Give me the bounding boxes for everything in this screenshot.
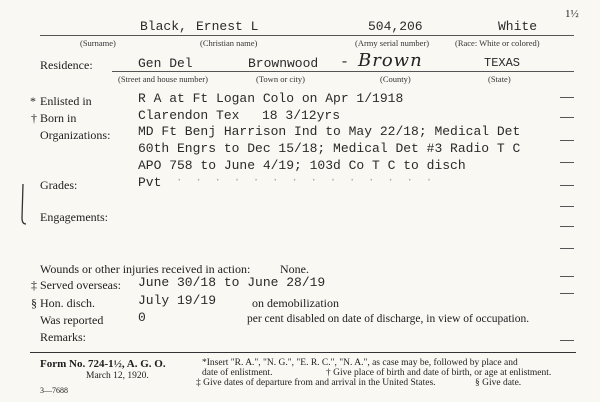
enlisted-label: Enlisted in bbox=[40, 94, 92, 108]
organization-line-2: 60th Engrs to Dec 15/18; Medical Det #3 Radio T C bbox=[138, 141, 521, 156]
tick-10 bbox=[560, 293, 574, 294]
serial-number-value: 504,206 bbox=[368, 19, 423, 34]
wounds-value: None. bbox=[280, 262, 309, 276]
born-label: Born in bbox=[40, 111, 77, 125]
was-reported-label: Was reported bbox=[40, 313, 104, 327]
was-reported-value: 0 bbox=[138, 310, 146, 325]
tick-8 bbox=[560, 248, 574, 249]
footer-rule bbox=[30, 352, 576, 353]
county-caption: (County) bbox=[380, 74, 411, 84]
state-value: TEXAS bbox=[484, 56, 521, 70]
residence-rule bbox=[112, 71, 574, 72]
grades-value: Pvt bbox=[138, 175, 162, 190]
born-mark: † bbox=[31, 111, 37, 125]
tick-1 bbox=[560, 97, 574, 98]
hon-disch-label: Hon. disch. bbox=[40, 296, 95, 310]
street-value: Gen Del bbox=[138, 56, 193, 71]
wounds-label: Wounds or other injuries received in action: bbox=[40, 262, 251, 276]
tick-5 bbox=[560, 185, 574, 186]
tick-6 bbox=[560, 206, 574, 207]
tick-3 bbox=[560, 140, 574, 141]
grades-label: Grades: bbox=[40, 178, 78, 192]
footnote-1-cont: date of enlistment. bbox=[202, 368, 273, 378]
enlisted-value: R A at Ft Logan Colo on Apr 1/1918 bbox=[138, 91, 404, 106]
organization-line-3: APO 758 to June 4/19; 103d Co T C to disch bbox=[138, 158, 466, 173]
surname-caption: (Surname) bbox=[80, 38, 116, 48]
town-caption: (Town or city) bbox=[256, 74, 305, 84]
tick-9 bbox=[560, 276, 574, 277]
race-value: White bbox=[498, 19, 538, 34]
tick-4 bbox=[560, 162, 574, 163]
christian-name-caption: (Christian name) bbox=[200, 38, 258, 48]
tick-2 bbox=[560, 117, 574, 118]
tick-7 bbox=[560, 226, 574, 227]
engagements-label: Engagements: bbox=[40, 210, 108, 224]
form-date: March 12, 1920. bbox=[86, 371, 149, 381]
tick-11 bbox=[560, 340, 574, 341]
street-caption: (Street and house number) bbox=[118, 74, 208, 84]
margin-ink-mark bbox=[14, 182, 32, 228]
name-rule bbox=[40, 35, 574, 36]
town-value: Brownwood bbox=[248, 56, 319, 71]
remarks-label: Remarks: bbox=[40, 330, 86, 344]
race-caption: (Race: White or colored) bbox=[455, 38, 540, 48]
enlisted-mark: * bbox=[30, 94, 36, 108]
hon-disch-note: on demobilization bbox=[252, 296, 339, 310]
organization-line-1: MD Ft Benj Harrison Ind to May 22/18; Medical Det bbox=[138, 124, 521, 139]
footnote-1: *Insert "R. A.", "N. G.", "E. R. C.", "N. A.", as case may be, followed by place and bbox=[202, 358, 518, 368]
residence-label: Residence: bbox=[40, 58, 93, 72]
organizations-label: Organizations: bbox=[40, 128, 111, 142]
born-age-value: 18 3/12yrs bbox=[262, 108, 341, 123]
served-overseas-value: June 30/18 to June 28/19 bbox=[138, 275, 326, 290]
form-code: 3—7688 bbox=[40, 386, 68, 395]
hon-disch-value: July 19/19 bbox=[138, 293, 217, 308]
county-handwritten: Brown bbox=[358, 50, 423, 71]
footnote-3: ‡ Give dates of departure from and arrival in the United States. bbox=[196, 378, 436, 388]
christian-name-value: Ernest L bbox=[196, 19, 259, 34]
overseas-mark: ‡ bbox=[31, 278, 37, 292]
footnote-2: † Give place of birth and date of birth, or age at enlistment. bbox=[326, 368, 552, 378]
card-number: 1½ bbox=[565, 8, 579, 20]
state-caption: (State) bbox=[488, 74, 511, 84]
hon-disch-mark: § bbox=[31, 296, 37, 310]
served-overseas-label: Served overseas: bbox=[40, 278, 121, 292]
serial-caption: (Army serial number) bbox=[355, 38, 430, 48]
born-place-value: Clarendon Tex bbox=[138, 108, 240, 123]
residence-dash: - bbox=[340, 54, 350, 71]
surname-value: Black, bbox=[140, 19, 187, 34]
footnote-4: § Give date. bbox=[475, 378, 522, 388]
grades-faded-entry: · · · · · · · · · · · · · · bbox=[176, 175, 436, 187]
was-reported-note: per cent disabled on date of discharge, in view of occupation. bbox=[247, 313, 530, 325]
form-number: Form No. 724-1½, A. G. O. bbox=[40, 358, 166, 370]
